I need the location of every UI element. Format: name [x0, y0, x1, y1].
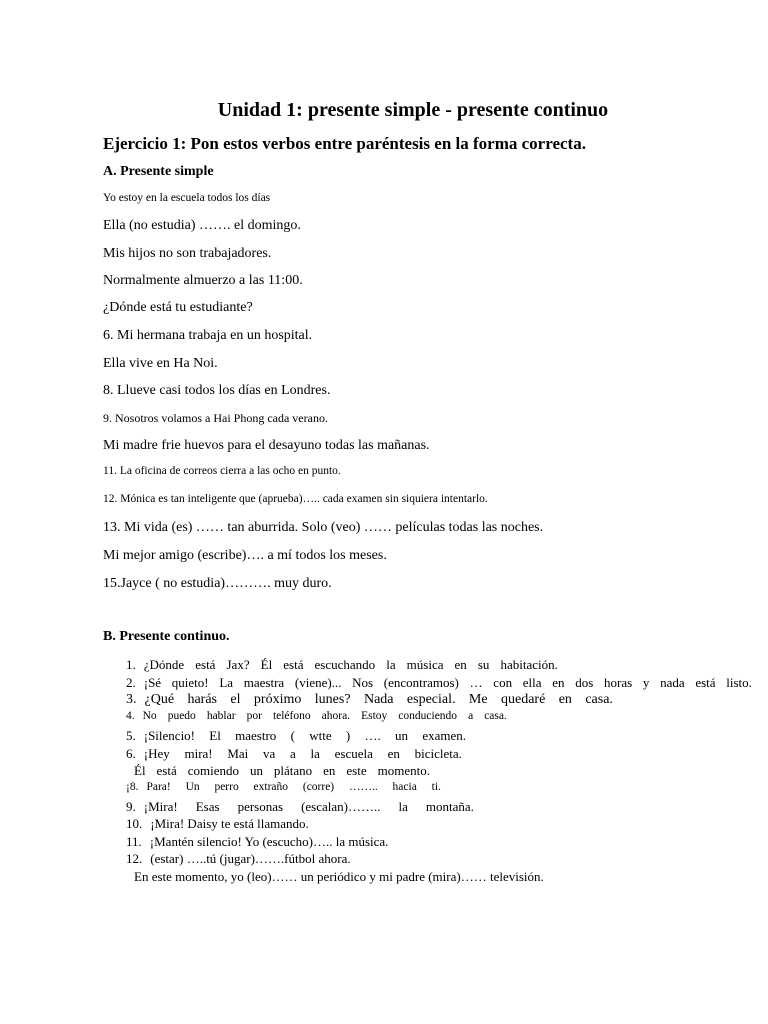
- word: en: [387, 746, 400, 761]
- list-item: [126, 728, 466, 744]
- word: maestro: [235, 728, 277, 743]
- exercise-line: 15.Jayce ( no estudia)………. muy duro.: [103, 576, 332, 591]
- word: ¡Sé: [143, 675, 162, 690]
- list-item-text: [134, 763, 430, 779]
- list-item-number: 1.: [126, 657, 136, 672]
- word: escuela: [334, 746, 373, 761]
- exercise-line: 12. Mónica es tan inteligente que (aprueba)….. cada examen sin siquiera intentarlo.: [103, 493, 488, 505]
- list-item-text: (estar) …..tú (jugar)…….fútbol ahora.: [150, 851, 351, 866]
- word: Para!: [146, 781, 171, 793]
- word: casa.: [585, 692, 613, 707]
- word: en: [323, 763, 336, 778]
- word: Un: [185, 781, 200, 793]
- word: (viene)...: [294, 675, 342, 690]
- exercise-line: Ella vive en Ha Noi.: [103, 356, 218, 371]
- word: bicicleta.: [414, 746, 462, 761]
- word: está: [695, 675, 716, 690]
- section-b-heading: B. Presente continuo.: [103, 629, 230, 644]
- word: personas: [237, 799, 284, 814]
- list-item: [126, 746, 462, 762]
- word: puedo: [167, 710, 196, 722]
- section-a-heading: A. Presente simple: [103, 164, 214, 179]
- word: ……..: [348, 781, 378, 793]
- word: escuchando: [314, 657, 376, 672]
- word: momento.: [377, 763, 430, 778]
- exercise-line: Mi mejor amigo (escribe)…. a mí todos los meses.: [103, 548, 387, 563]
- list-item-text: ¡Mantén silencio! Yo (escucho)….. la música.: [149, 834, 389, 849]
- list-item: [126, 851, 426, 867]
- list-item-text: [144, 746, 462, 762]
- word: examen.: [422, 728, 466, 743]
- list-item-text: [144, 799, 474, 815]
- word: harás: [187, 692, 217, 707]
- list-item: [126, 816, 426, 832]
- word: montaña.: [425, 799, 474, 814]
- exercise-line: Mis hijos no son trabajadores.: [103, 246, 272, 261]
- word: y: [642, 675, 650, 690]
- list-item: [126, 657, 558, 673]
- word: La: [219, 675, 234, 690]
- exercise-line: 11. La oficina de correos cierra a las ocho en punto.: [103, 465, 341, 477]
- list-item-text: [144, 675, 752, 691]
- word: ella: [522, 675, 542, 690]
- word: ….: [364, 728, 381, 743]
- exercise-line: 13. Mi vida (es) …… tan aburrida. Solo (veo) …… películas todas las noches.: [103, 520, 544, 535]
- exercise-line: 9. Nosotros volamos a Hai Phong cada verano.: [103, 411, 328, 425]
- list-item-text: ¡Mira! Daisy te está llamando.: [150, 816, 309, 831]
- word: Nos: [352, 675, 374, 690]
- word: hacia: [392, 781, 417, 793]
- word: en: [552, 675, 565, 690]
- word: (corre): [302, 781, 335, 793]
- word: especial.: [406, 692, 456, 707]
- list-item-number: ¡8.: [126, 781, 139, 793]
- exercise-line: Mi madre frie huevos para el desayuno todas las mañanas.: [103, 438, 430, 453]
- word: su: [477, 657, 490, 672]
- list-item-number: 3.: [126, 692, 137, 707]
- word: El: [209, 728, 221, 743]
- word: comiendo: [187, 763, 239, 778]
- word: teléfono: [272, 710, 311, 722]
- list-item-number: 9.: [126, 799, 136, 814]
- exercise-title: Ejercicio 1: Pon estos verbos entre paréntesis en la forma correcta.: [103, 134, 586, 153]
- list-item: [126, 781, 441, 793]
- word: está: [283, 657, 304, 672]
- word: Nada: [363, 692, 394, 707]
- word: quieto!: [171, 675, 209, 690]
- word: maestra: [243, 675, 285, 690]
- word: (encontramos): [383, 675, 459, 690]
- list-item-number: 10.: [126, 816, 143, 831]
- word: ¡Silencio!: [143, 728, 196, 743]
- word: a: [468, 710, 474, 722]
- word: Él: [134, 763, 146, 778]
- page-title: Unidad 1: presente simple - presente continuo: [217, 99, 609, 121]
- word: ): [345, 728, 351, 743]
- word: ¿Dónde: [143, 657, 185, 672]
- word: Esas: [195, 799, 220, 814]
- word: horas: [604, 675, 633, 690]
- word: Jax?: [226, 657, 250, 672]
- word: Mai: [227, 746, 249, 761]
- list-item: [126, 675, 752, 691]
- word: quedaré: [500, 692, 546, 707]
- list-item-text: [144, 728, 466, 744]
- word: No: [142, 710, 157, 722]
- word: perro: [214, 781, 239, 793]
- word: está: [195, 657, 216, 672]
- word: (: [290, 728, 295, 743]
- list-item: [126, 869, 596, 885]
- list-item-number: 5.: [126, 728, 136, 743]
- word: Me: [468, 692, 488, 707]
- list-item-number: 2.: [126, 675, 136, 690]
- word: en: [454, 657, 467, 672]
- exercise-line: ¿Dónde está tu estudiante?: [103, 300, 253, 315]
- list-item: [126, 692, 613, 708]
- word: va: [263, 746, 276, 761]
- word: dos: [575, 675, 594, 690]
- word: un: [249, 763, 263, 778]
- word: la: [398, 799, 408, 814]
- word: plátano: [273, 763, 313, 778]
- list-item-number: 6.: [126, 746, 136, 761]
- word: …: [469, 675, 483, 690]
- word: por: [246, 710, 262, 722]
- word: música: [406, 657, 444, 672]
- word: conduciendo: [398, 710, 458, 722]
- exercise-line: 6. Mi hermana trabaja en un hospital.: [103, 328, 313, 343]
- list-item: [126, 710, 507, 722]
- list-item: [126, 834, 426, 850]
- word: ¡Mira!: [143, 799, 178, 814]
- word: extraño: [253, 781, 289, 793]
- list-item-text: [146, 781, 441, 793]
- list-item-text: [145, 692, 614, 708]
- word: el: [230, 692, 241, 707]
- word: listo.: [726, 675, 752, 690]
- exercise-line: Yo estoy en la escuela todos los días: [103, 192, 271, 204]
- list-item: [126, 799, 474, 815]
- word: casa.: [484, 710, 507, 722]
- word: con: [493, 675, 513, 690]
- word: en: [558, 692, 572, 707]
- word: ti.: [431, 781, 441, 793]
- list-item: [126, 763, 430, 779]
- word: un: [395, 728, 409, 743]
- list-item-number: 11.: [126, 834, 142, 849]
- exercise-line: 8. Llueve casi todos los días en Londres.: [103, 383, 331, 398]
- word: próximo: [253, 692, 302, 707]
- word: habitación.: [500, 657, 558, 672]
- word: la: [310, 746, 320, 761]
- word: a: [290, 746, 296, 761]
- list-item-text: [143, 710, 507, 722]
- list-item-number: 4.: [126, 710, 135, 722]
- exercise-line: Ella (no estudia) ……. el domingo.: [103, 218, 301, 233]
- word: Él: [260, 657, 273, 672]
- word: ¡Hey: [143, 746, 170, 761]
- word: ahora.: [321, 710, 351, 722]
- list-item-text: En este momento, yo (leo)…… un periódico y mi padre (mira)…… televisión.: [134, 869, 544, 884]
- word: hablar: [206, 710, 236, 722]
- word: mira!: [184, 746, 213, 761]
- word: este: [346, 763, 367, 778]
- word: lunes?: [314, 692, 351, 707]
- word: ¿Qué: [144, 692, 175, 707]
- word: nada: [660, 675, 685, 690]
- word: Estoy: [361, 710, 388, 722]
- list-item-text: [144, 657, 558, 673]
- word: la: [386, 657, 396, 672]
- list-item-number: 12.: [126, 851, 143, 866]
- word: (escalan)……..: [301, 799, 381, 814]
- word: está: [156, 763, 177, 778]
- exercise-line: Normalmente almuerzo a las 11:00.: [103, 273, 303, 288]
- word: wtte: [309, 728, 332, 743]
